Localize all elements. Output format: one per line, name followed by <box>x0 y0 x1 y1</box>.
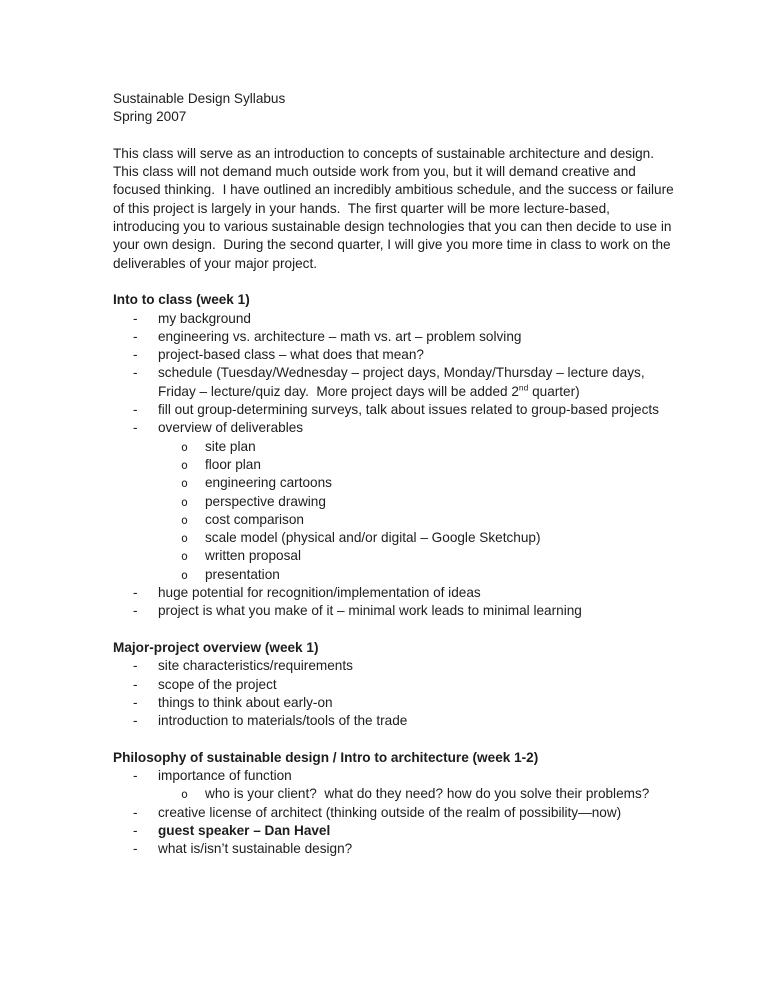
circle-bullet-marker: o <box>181 476 188 491</box>
sub-bullet-item <box>113 438 679 456</box>
bullet-item <box>113 419 679 437</box>
intro-paragraph: This class will serve as an introduction to concepts of sustainable architecture and design. This class will not demand much outside work from you, but it will demand creative and focused thinking. I have outlined an incredibly ambitious schedule, and the success or failure of this project is largely in your hands. The first quarter will be more lecture-based, introducing you to various sustainable design technologies that you can then decide to use in your own design. During the second quarter, I will give you more time in class to work on the deliverables of your major project. <box>113 145 678 271</box>
sub-bullet-item <box>113 529 679 547</box>
bullet-item <box>113 401 679 419</box>
dash-bullet-marker: - <box>133 420 138 436</box>
bullet-item <box>113 602 679 620</box>
bullet-text: what is/isn’t sustainable design? <box>158 841 353 857</box>
dash-bullet-marker: - <box>133 713 138 729</box>
bullet-text: scope of the project <box>158 676 277 692</box>
sub-bullet-item <box>113 785 679 803</box>
bullet-text: written proposal <box>205 548 301 564</box>
bullet-item <box>113 676 679 694</box>
bullet-item <box>113 584 679 602</box>
bullet-item <box>113 712 679 730</box>
dash-bullet-marker: - <box>133 328 138 344</box>
bullet-text: project-based class – what does that mean? <box>158 347 424 363</box>
document-title: Sustainable Design Syllabus <box>113 91 286 106</box>
bullet-text: engineering vs. architecture – math vs. art – problem solving <box>158 328 522 344</box>
bullet-text: huge potential for recognition/implementation of ideas <box>158 585 481 601</box>
bullet-text: site plan <box>205 438 256 454</box>
circle-bullet-marker: o <box>181 439 188 454</box>
document-header <box>113 90 679 127</box>
sub-bullet-item <box>113 547 679 565</box>
bullet-item <box>113 328 679 346</box>
bullet-text: site characteristics/requirements <box>158 658 353 674</box>
bullet-text: presentation <box>205 566 280 582</box>
dash-bullet-marker: - <box>133 365 138 381</box>
section-heading: Major-project overview (week 1) <box>113 639 319 655</box>
document-body <box>113 291 679 858</box>
bullet-text: floor plan <box>205 456 261 472</box>
bullet-text: engineering cartoons <box>205 475 332 491</box>
bullet-text: creative license of architect (thinking outside of the realm of possibility—now) <box>158 804 622 820</box>
syllabus-section <box>113 639 679 730</box>
circle-bullet-marker: o <box>181 531 188 546</box>
bullet-item <box>113 364 679 401</box>
circle-bullet-marker: o <box>181 494 188 509</box>
bullet-item <box>113 767 679 785</box>
bullet-text: my background <box>158 310 251 326</box>
superscript-text: nd <box>518 382 529 393</box>
bullet-text: project is what you make of it – minimal work leads to minimal learning <box>158 603 582 619</box>
bullet-item <box>113 804 679 822</box>
bullet-text: who is your client? what do they need? how do you solve their problems? <box>205 786 650 802</box>
bullet-item <box>113 840 679 858</box>
text-run: quarter) <box>528 383 580 399</box>
bullet-text: things to think about early-on <box>158 694 333 710</box>
bullet-text: overview of deliverables <box>158 420 304 436</box>
syllabus-section <box>113 749 679 859</box>
circle-bullet-marker: o <box>181 787 188 802</box>
section-heading: Philosophy of sustainable design / Intro to architecture (week 1-2) <box>113 749 539 765</box>
bullet-text: introduction to materials/tools of the trade <box>158 713 408 729</box>
sub-bullet-item <box>113 474 679 492</box>
circle-bullet-marker: o <box>181 567 188 582</box>
bullet-text: cost comparison <box>205 511 304 527</box>
document-subtitle: Spring 2007 <box>113 109 187 125</box>
dash-bullet-marker: - <box>133 658 138 674</box>
dash-bullet-marker: - <box>133 402 138 418</box>
dash-bullet-marker: - <box>133 310 138 326</box>
sub-bullet-item <box>113 493 679 511</box>
dash-bullet-marker: - <box>133 804 138 820</box>
dash-bullet-marker: - <box>133 694 138 710</box>
bullet-item <box>113 310 679 328</box>
dash-bullet-marker: - <box>133 767 138 783</box>
dash-bullet-marker: - <box>133 603 138 619</box>
dash-bullet-marker: - <box>133 585 138 601</box>
sub-bullet-item <box>113 456 679 474</box>
sub-bullet-item <box>113 511 679 529</box>
circle-bullet-marker: o <box>181 549 188 564</box>
bullet-text: scale model (physical and/or digital – Google Sketchup) <box>205 530 541 546</box>
dash-bullet-marker: - <box>133 822 138 838</box>
syllabus-section <box>113 291 679 620</box>
bullet-text: fill out group-determining surveys, talk about issues related to group-based projects <box>158 402 659 418</box>
dash-bullet-marker: - <box>133 347 138 363</box>
sub-bullet-item <box>113 566 679 584</box>
bullet-text: perspective drawing <box>205 493 326 509</box>
text-run: schedule (Tuesday/Wednesday – project days, Monday/Thursday – lecture days, Friday – lecture/quiz day. More project days will be added 2 <box>158 365 649 399</box>
circle-bullet-marker: o <box>181 457 188 472</box>
dash-bullet-marker: - <box>133 676 138 692</box>
bullet-text: guest speaker – Dan Havel <box>158 822 331 838</box>
dash-bullet-marker: - <box>133 841 138 857</box>
bullet-item <box>113 822 679 840</box>
bullet-item <box>113 657 679 675</box>
bullet-text: importance of function <box>158 767 292 783</box>
bullet-item <box>113 346 679 364</box>
bullet-item <box>113 694 679 712</box>
section-heading: Into to class (week 1) <box>113 292 250 308</box>
circle-bullet-marker: o <box>181 512 188 527</box>
bullet-text <box>158 364 679 401</box>
